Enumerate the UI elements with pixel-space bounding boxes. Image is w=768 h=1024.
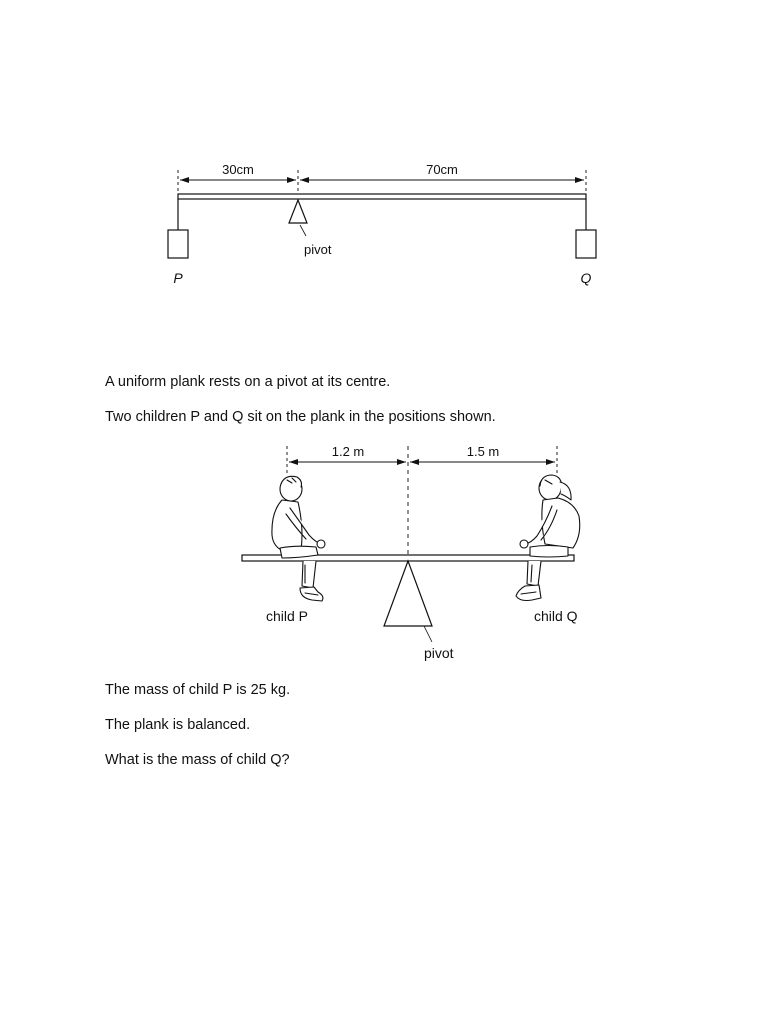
arrowhead-icon [575, 177, 584, 183]
seesaw-pivot [384, 561, 432, 626]
question-line-3: The mass of child P is 25 kg. [105, 682, 291, 698]
child-p-figure [272, 476, 325, 601]
plank [178, 194, 586, 199]
question-line-2: Two children P and Q sit on the plank in the positions shown. [105, 409, 496, 425]
mass-label-p: P [173, 270, 183, 286]
question-line-5: What is the mass of child Q? [105, 752, 290, 768]
arrowhead-icon [180, 177, 189, 183]
dim-label-left: 1.2 m [331, 444, 365, 459]
dim-label-right: 70cm [426, 162, 458, 177]
pivot-leader-line [424, 626, 432, 642]
mass-q [576, 230, 596, 258]
arrowhead-icon [300, 177, 309, 183]
seesaw-diagram [0, 440, 768, 670]
arrowhead-icon [287, 177, 296, 183]
mass-label-q: Q [580, 270, 592, 286]
arrowhead-icon [289, 459, 298, 465]
dim-label-right: 1.5 m [466, 444, 500, 459]
arrowhead-icon [397, 459, 406, 465]
mass-p [168, 230, 188, 258]
pivot-triangle [289, 200, 307, 223]
child-label-p: child P [266, 608, 309, 624]
question-line-1: A uniform plank rests on a pivot at its centre. [105, 374, 391, 390]
dim-label-left: 30cm [222, 162, 254, 177]
question-line-4: The plank is balanced. [105, 717, 251, 733]
pivot-leader-line [300, 225, 306, 236]
child-label-q: child Q [534, 608, 578, 624]
child-q-figure [516, 475, 580, 601]
arrowhead-icon [410, 459, 419, 465]
pivot-label: pivot [304, 242, 332, 257]
plank-diagram-1 [0, 150, 768, 290]
arrowhead-icon [546, 459, 555, 465]
pivot-label: pivot [424, 645, 454, 661]
